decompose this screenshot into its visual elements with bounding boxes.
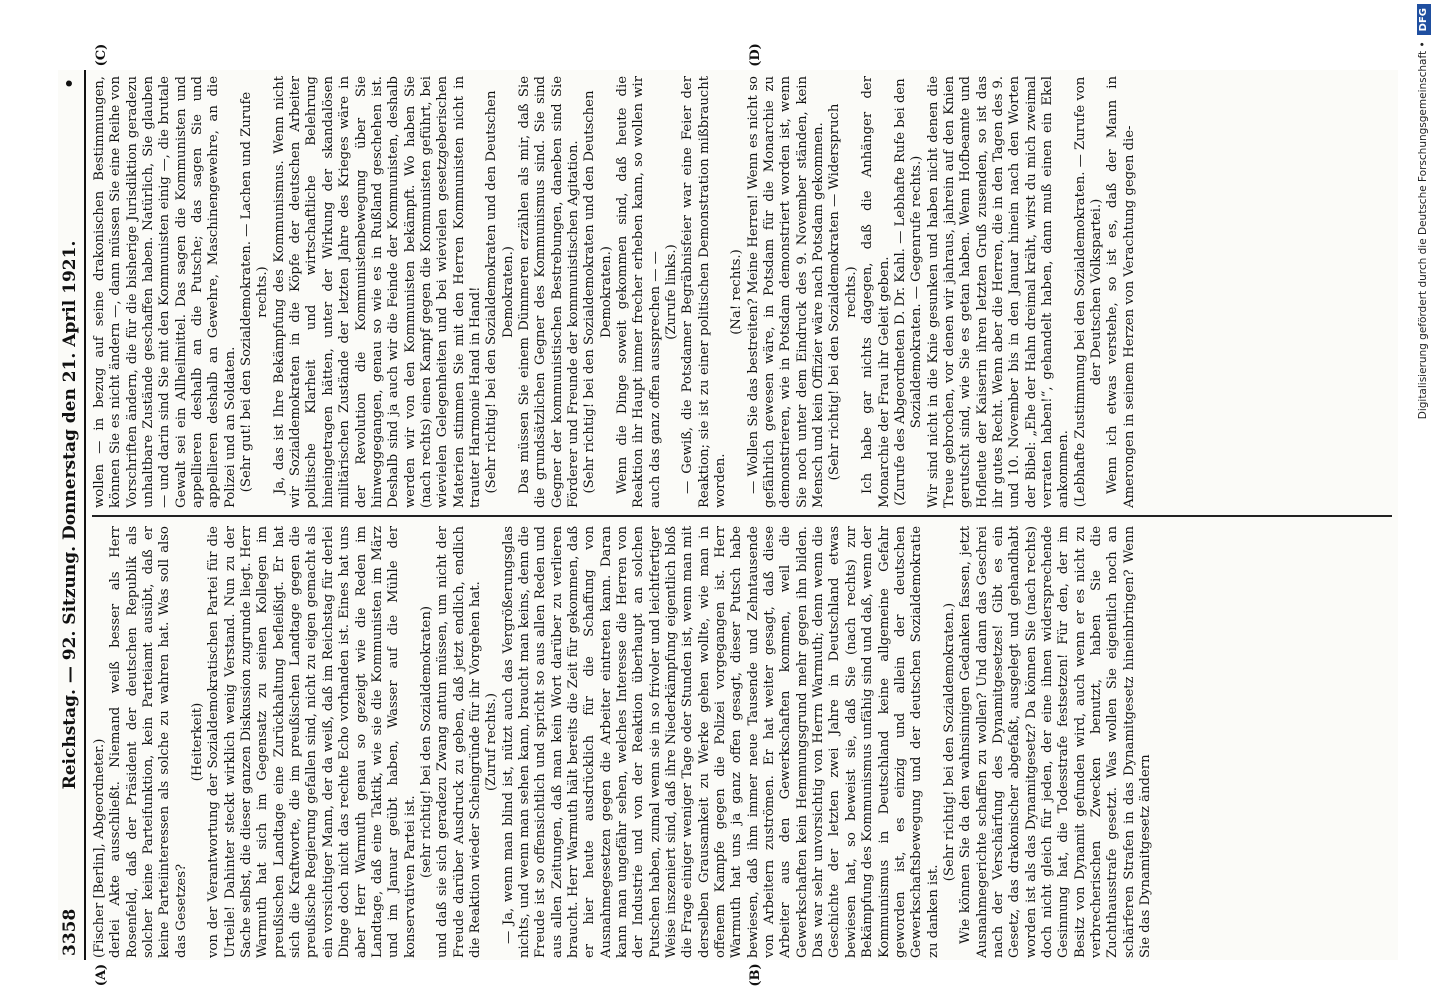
credit-text: Digitalisierung gefördert durch die Deutsche Forschungsgemeinschaft •: [1417, 41, 1429, 420]
margin-marker-b: (B): [748, 963, 763, 987]
running-head-dot: •: [60, 78, 80, 89]
rotated-scanned-page: [58, 43, 1398, 987]
left-text-column: [92, 526, 1392, 958]
paragraph: Ich habe gar nichts dagegen, daß die Anhänger der Monarchie der Frau ihr Geleit geben.: [860, 76, 892, 508]
digitization-credit: [1414, 4, 1432, 994]
paragraph: von der Verantwortung der Sozialdemokratischen Partei für die Urteile! Dahinter steckt wirklich wenig Verstand. Nun zu der Sache selbst, die dieser ganzen Diskussion zugrunde liegt. Herr Warmuth hat sich im Gegensatz zu seinen Kollegen im preußischen Landtage eine Zurückhaltung befleißigt. Er hat sich die Kraftworte, die im preußischen Landtage gegen die preußische Regierung gefallen sind, nicht zu eigen gemacht als ein vorsichtiger Mann, der da weiß, daß im Reichstag für derlei Dinge doch nicht das rechte Echo vorhanden ist. Eines hat uns aber Herr Warmuth genau so gezeigt wie die Reden im Landtage, daß eine Taktik, wie sie die Kommunisten im März und im Januar geübt haben, Wasser auf die Mühle der konservativen Partei ist.: [206, 526, 418, 958]
dfg-logo: DFG: [1417, 4, 1431, 35]
paragraph: Wir sind nicht in die Knie gesunken und haben nicht denen die Treue gebrochen, vor denen wir jahraus, jahrein auf den Knien gerutscht sind, wie Sie es getan haben. Wenn Hofbeamte und Hofleute der Kaiserin ihren letzten Gruß zusenden, so ist das ihr gutes Recht. Wenn aber die Herren, die in den Tagen des 9. und 10. November bis in den Januar hinein nach den Worten der Bibel: „Ehe der Hahn dreimal kräht, wirst du mich zweimal verraten haben!“, gehandelt haben, dann muß einen ein Ekel ankommen.: [925, 76, 1072, 508]
speaker-attribution: (Fischer [Berlin], Abgeordneter.): [92, 738, 107, 958]
interjection: (Heiterkeit): [190, 702, 206, 782]
paragraph: — Gewiß, die Potsdamer Begräbnisfeier war eine Feier der Reaktion; sie ist zu einer politischen Demonstration mißbraucht worden.: [680, 76, 729, 508]
interjection: (Zurufe des Abgeordneten D. Dr. Kahl. — Lebhafte Rufe bei den Sozialdemokraten. — Gegenrufe rechts.): [892, 78, 925, 506]
paragraph: Wie können Sie da den wahnsinnigen Gedanken fassen, jetzt Ausnahmegerichte schaffen zu wollen? Und dann das Geschrei nach der Verschärfung des Dynamitgesetzes! Gibt es ein Gesetz, das drakonischer abgefaßt, ausgelegt und gehandhabt worden ist als das Dynamitgesetz? Da können Sie (nach rechts) doch nicht gleich für jeden, der eine ihnen widersprechende Gesinnung hat, die Todesstrafe festsetzen! Für den, der im Besitz von Dynamit gefunden wird, auch wenn er es nicht zu verbrecherischen Zwecken benutzt, haben Sie die Zuchthausstrafe gesetzt. Was wollen Sie eigentlich noch an schärferen Strafen in das Dynamitgesetz hineinbringen? Wenn Sie das Dynamitgesetz ändern: [958, 526, 1153, 958]
paragraph: und daß sie sich geradezu Zwang antun müssen, um nicht der Freude darüber Ausdruck zu geben, daß jetzt endlich, endlich die Reaktion wieder Scheingründe für ihr Vorgehen hat.: [435, 526, 483, 958]
interjection: (Zuruf rechts.): [484, 692, 500, 792]
paragraph: Wenn die Dinge soweit gekommen sind, daß heute die Reaktion ihr Haupt immer frecher erheben kann, so wollen wir auch das ganz offen aussprechen — —: [615, 76, 663, 508]
interjection: (Sehr richtig! bei den Sozialdemokraten — Widerspruch rechts.): [827, 103, 859, 481]
margin-marker-d: (D): [748, 43, 763, 67]
margin-marker-c: (C): [94, 43, 109, 67]
paragraph: Wenn ich etwas verstehe, so ist es, daß der Mann in Amerongen in seinem Herzen von Verachtung gegen die-: [1105, 76, 1137, 508]
paragraph: — Wollen Sie das bestreiten? Meine Herren! Wenn es nicht so gefährlich gewesen wäre, in Potsdam für die Monarchie zu demonstrieren, wie in Potsdam demonstriert worden ist, wenn Sie noch unter dem Eindruck des 9. November ständen, kein Mensch und kein Offizier wäre nach Potsdam gekommen.: [745, 76, 827, 508]
interjection: (Sehr richtig! bei den Sozialdemokraten und den Deutschen Demokraten.): [582, 90, 614, 494]
paragraph: Ja, das ist Ihre Bekämpfung des Kommunismus. Wenn nicht wir Sozialdemokraten in die Köpfe der deutschen Arbeiter politische Klarheit und wirtschaftliche Belehrung hineingetragen hätten, unter der Wirkung der skandalösen militärischen Zustände der letzten Jahre des Krieges wäre in der Revolution die Kommunistenbewegung über Sie hinweggegangen, genau so wie es in Rußland geschehen ist. Deshalb sind ja auch wir die Feinde der Kommunisten, deshalb werden wir von den Kommunisten bekämpft. Wo haben Sie (nach rechts) einen Kampf gegen die Kommunisten geführt, bei wievielen Gelegenheiten und bei wievielen gesetzgeberischen Materien stimmen Sie mit den Herren Kommunisten nicht in trauter Harmonie Hand in Hand!: [271, 76, 483, 508]
margin-marker-a: (A): [94, 963, 109, 987]
interjection: (Na! rechts.): [729, 249, 745, 335]
column-divider: [92, 515, 1392, 517]
paragraph: — Ja, wenn man blind ist, nützt auch das Vergrößerungsglas nichts, und wenn man sehen kann, braucht man keins, denn die Freude ist so offensichtlich und spricht so aus allen Reden und aus allen Zeitungen, daß man kein Wort darüber zu verlieren braucht. Herr Warmuth hält bereits die Zeit für gekommen, daß er hier heute ausdrücklich für die Schaffung von Ausnahmegesetzen gegen die Arbeiter eintreten kann. Daran kann man ungefähr sehen, welches Interesse die Herren von der Industrie und von der Reaktion überhaupt an solchen Putschen haben, zumal wenn sie in so frivoler und leichtfertiger Weise inszeniert sind, daß ihre Niederkämpfung eigentlich bloß die Frage einiger weniger Tage oder Stunden ist, wenn man mit derselben Grausamkeit zu Werke gehen wollte, wie man in offenem Kampfe gegen die Polizei vorgegangen ist. Herr Warmuth hat uns ja ganz offen gesagt, dieser Putsch habe bewiesen, daß ihm immer neue Tausende und Zehntausende von Arbeitern zuströmen. Er hat weiter gesagt, daß diese Arbeiter aus den Gewerkschaften kommen, weil die Gewerkschaften kein Hemmungsgrund mehr gegen ihn bilden. Das war sehr unvorsichtig von Herrn Warmuth; denn wenn die Geschichte der letzten zwei Jahre in Deutschland etwas bewiesen hat, so beweist sie, daß Sie (nach rechts) zur Bekämpfung des Kommunismus unfähig sind und daß, wenn der Kommunismus in Deutschland keine allgemeine Gefahr geworden ist, es einzig und allein der deutschen Gewerkschaftsbewegung und der deutschen Sozialdemokratie zu danken ist.: [500, 526, 941, 958]
paragraph: derlei Akte ausschließt. Niemand weiß besser als Herr Rosenfeld, daß der Präsident der deutschen Republik als solcher keine Parteifunktion, kein Parteiamt ausübt, daß er keine Parteiinteressen als solche zu wahren hat. Was soll also das Gesetzes?: [108, 526, 189, 958]
paragraph: Das müssen Sie einem Dümmeren erzählen als mir, daß Sie die grundsätzlichen Gegner des Kommunismus sind. Sie sind Gegner der kommunistischen Bestrebungen, daneben sind Sie Förderer und Freunde der kommunistischen Agitation.: [516, 76, 581, 508]
paragraph: wollen — in bezug auf seine drakonischen Bestimmungen, können Sie es nicht ändern —, dann müssen Sie eine Reihe von Vorschriften ändern, die für die bisherige Jurisdiktion geradezu unhaltbare Zustände geschaffen haben. Natürlich, Sie glauben — und darin sind Sie mit den Kommunisten einig —, die brutale Gewalt sei ein Allheilmittel. Das sagen die Kommunisten und appellieren deshalb an die Putsche; das sagen Sie und appellieren deshalb an Gewehre, Maschinengewehre, an die Polizei und an Soldaten.: [92, 76, 238, 508]
interjection: (Zurufe links.): [664, 244, 680, 340]
running-head: [58, 70, 86, 960]
interjection: (Sehr gut! bei den Sozialdemokraten. — Lachen und Zurufe rechts.): [239, 91, 271, 493]
interjection: (sehr richtig! bei den Sozialdemokraten): [418, 606, 434, 878]
interjection: (Lebhafte Zustimmung bei den Sozialdemokraten. — Zurufe von der Deutschen Volkspartei.): [1072, 76, 1104, 508]
right-text-column: [92, 76, 1392, 508]
interjection: (Sehr richtig! bei den Sozialdemokraten und den Deutschen Demokraten.): [484, 90, 516, 494]
running-head-title: Reichstag. — 92. Sitzung. Donnerstag den 21. April 1921.: [60, 240, 80, 790]
interjection: (Sehr richtig! bei den Sozialdemokraten.): [941, 602, 957, 882]
page-number: 3358: [60, 908, 80, 956]
